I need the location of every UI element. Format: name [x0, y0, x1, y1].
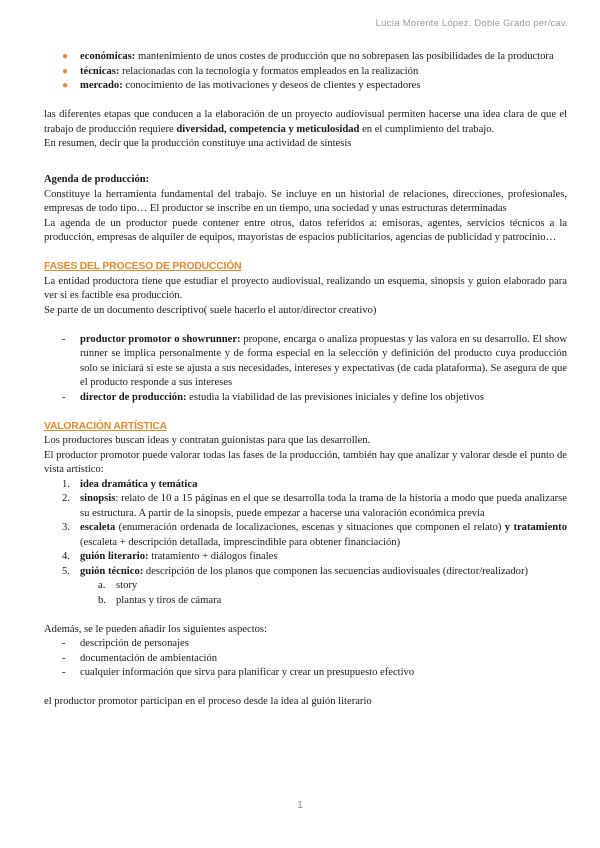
role-text: estudia la viabilidad de las previsiones iniciales y define los objetivos	[186, 391, 484, 403]
list-item: b. plantas y tiros de cámara	[98, 594, 222, 606]
valoracion-paragraph-1: Los productores buscan ideas y contratan guionistas para que las desarrollen.	[44, 435, 371, 446]
bullet-text: conocimiento de las motivaciones y deseos de clientes y espectadores	[122, 80, 421, 91]
summary-paragraph: las diferentes etapas que conducen a la elaboración de un proyecto audiovisual permiten hacerse una idea clara de que el trabajo de producción requiere diversidad, competencia y meticulosidad en el cumplimiento del trabajo.	[44, 109, 567, 135]
list-item: 4. guión literario: tratamiento + diálogos finales	[62, 551, 278, 562]
bullet-text: mantenimiento de unos costes de producción que no sobrepasen las posibilidades de la productora	[135, 51, 554, 62]
list-item: 3. escaleta (enumeración ordenada de localizaciones, escenas y situaciones que componen el relato) y tratamiento (escaleta + descripción detallada, imprescindible para obtener financiación)	[62, 522, 567, 548]
role-term: director de producción:	[80, 391, 187, 403]
list-item	[62, 50, 567, 65]
ademas-intro: Además, se le pueden añadir los siguientes aspectos:	[44, 623, 267, 635]
agenda-heading: Agenda de producción:	[44, 174, 150, 185]
list-item: - cualquier información que sirva para planificar y crear un presupuesto efectivo	[62, 667, 415, 678]
valoracion-numbered-list	[44, 478, 567, 609]
agenda-paragraph-1: Constituye la herramienta fundamental del trabajo. Se incluye en un historial de relaciones, direcciones, profesionales, empresas de todo tipo… El productor se inscribe en un tiempo, una sociedad y unas estructuras determinadas	[44, 188, 567, 214]
bullet-text: relacionadas con la tecnología y formatos empleados en la realización	[119, 65, 419, 77]
list-item: 2. sinopsis: relato de 10 a 15 páginas en el que se desarrolla toda la trama de la historia a modo que pueda analizarse su estructura. A partir de la sinopsis, puede empezar a hacerse una valoración económica previa	[62, 493, 567, 519]
bullet-icon: ●	[62, 65, 69, 77]
valoracion-paragraph-2: El productor promotor puede valorar todas las fases de la producción, también hay que analizar y valorar desde el punto de vista artístico:	[44, 449, 567, 475]
valoracion-sub-list	[80, 579, 567, 608]
fases-paragraph-1: La entidad productora tiene que estudiar el proyecto audiovisual, realizando un esquema, sinopsis y guion elaborado para ver si es factible esa producción.	[44, 275, 567, 301]
list-item: - documentación de ambientación	[62, 652, 218, 664]
role-text: propone, encarga o analiza propuestas y las valora en su desarrollo. El show runner se implica personalmente y de forma especial en la selección y definición del producto cuya producción solo se iniciará si este se ajusta a sus necesidades, intereses y expectativas (de cada plataforma). Se asegura de que el producto responde a sus intereses	[80, 333, 567, 388]
summary-line: En resumen, decir que la producción constituye una actividad de síntesis	[44, 138, 352, 149]
section-title-fases: FASES DEL PROCESO DE PRODUCCIÓN	[44, 261, 242, 272]
list-item	[62, 65, 567, 80]
bullet-term: económicas:	[80, 51, 136, 62]
document-body	[44, 50, 567, 710]
bullet-icon: ●	[62, 51, 69, 62]
page-number: 1	[297, 800, 303, 811]
page-header: Lucía Morente López. Doble Grado per/cav.	[375, 18, 568, 29]
intro-bullet-list	[44, 50, 567, 94]
list-item: a. story	[98, 580, 138, 591]
list-item: - productor promotor o showrunner: propone, encarga o analiza propuestas y las valora en su desarrollo. El show runner se implica personalmente y de forma especial en la selección y definición del producto cuya producción solo se iniciará si este se ajusta a sus necesidades, intereses y expectativas (de cada plataforma). Se asegura de que el producto responde a sus intereses	[62, 333, 567, 388]
list-item: 1. idea dramática y temática	[62, 478, 198, 490]
ademas-list	[44, 637, 567, 681]
closing-line: el productor promotor participan en el proceso desde la idea al guión literario	[44, 696, 372, 707]
list-item: - descripción de personajes	[62, 638, 189, 649]
list-item: - director de producción: estudia la viabilidad de las previsiones iniciales y define los objetivos	[62, 391, 484, 403]
fases-role-list	[44, 333, 567, 406]
bullet-term: técnicas:	[80, 65, 120, 77]
bullet-icon: ●	[62, 80, 69, 91]
list-item: 5. guión técnico: descripción de los planos que componen las secuencias audiovisuales (director/realizador) a. story b. plantas y tiros de cámara	[80, 565, 567, 609]
list-item	[62, 79, 567, 94]
fases-paragraph-2: Se parte de un documento descriptivo( suele hacerlo el autor/director creativo)	[44, 304, 377, 316]
bullet-term: mercado:	[80, 80, 123, 91]
role-term: productor promotor o showrunner:	[80, 333, 241, 345]
agenda-paragraph-2: La agenda de un productor puede contener entre otros, datos referidos a: emisoras, agentes, servicios técnicos a la producción, empresas de alquiler de equipos, mayoristas de espacios publicitarios, agencias de publicidad y patrocinio…	[44, 217, 567, 243]
section-title-valoracion: VALORACIÓN ARTÍSTICA	[44, 420, 167, 432]
